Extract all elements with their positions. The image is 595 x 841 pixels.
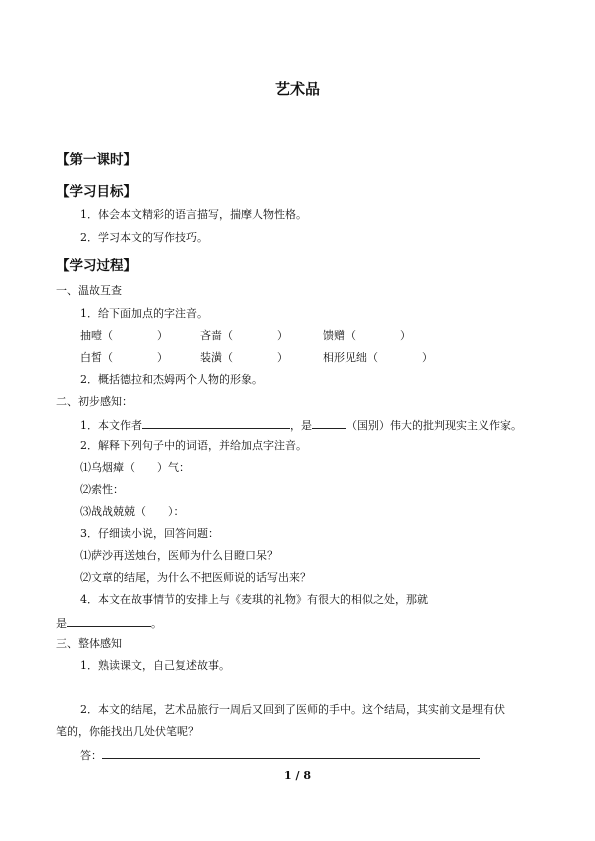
section2-q3-item2: ⑵文章的结尾，为什么不把医师说的话写出来？ — [80, 571, 311, 584]
goal-item-1: 1．体会本文精彩的语言描写，揣摩人物性格。 — [80, 208, 307, 221]
section3-q2: 2．本文的结尾，艺术品旅行一周后又回到了医师的手中。这个结局，其实前文是埋有伏 — [80, 703, 505, 716]
section2-q3: 3．仔细读小说，回答问题： — [80, 527, 219, 540]
q4-text-b: 是 — [56, 617, 67, 630]
answer-line — [80, 747, 480, 763]
section2-q4-cont — [56, 615, 162, 631]
word-row-1 — [80, 329, 460, 343]
document-title: 艺术品 — [274, 80, 320, 98]
section2-q2-item2: ⑵索性： — [80, 483, 124, 496]
section1-title: 一、温故互查 — [56, 284, 122, 297]
q1-text-b: ，是 — [290, 419, 312, 432]
section2-q4: 4．本文在故事情节的安排上与《麦琪的礼物》有很大的相似之处，那就 — [80, 593, 428, 606]
answer-blank[interactable] — [102, 747, 480, 759]
q4-answer-blank[interactable] — [67, 615, 151, 627]
word-item: 抽噎（ ） — [80, 329, 168, 342]
section1-q2: 2．概括德拉和杰姆两个人物的形象。 — [80, 373, 263, 386]
word-item: 白皙（ ） — [80, 351, 168, 364]
goal-item-2: 2．学习本文的写作技巧。 — [80, 231, 208, 244]
section2-q2: 2．解释下列句子中的词语，并给加点字注音。 — [80, 439, 307, 452]
q1-text-a: 1．本文作者 — [80, 419, 142, 432]
word-item: 吝啬（ ） — [200, 329, 288, 342]
section3-q1: 1．熟读课文，自己复述故事。 — [80, 659, 230, 672]
heading-process: 【学习过程】 — [56, 258, 137, 274]
section1-q1: 1．给下面加点的字注音。 — [80, 307, 208, 320]
word-item: 装潢（ ） — [200, 351, 288, 364]
country-answer-blank[interactable] — [312, 417, 346, 429]
q4-text-c: 。 — [151, 617, 162, 630]
answer-label: 答： — [80, 749, 102, 762]
section2-title: 二、初步感知： — [56, 395, 133, 408]
heading-lesson: 【第一课时】 — [56, 152, 137, 168]
q1-text-c: （国别）伟大的批判现实主义作家。 — [346, 419, 522, 432]
author-answer-blank[interactable] — [142, 417, 290, 429]
word-item: 馈赠（ ） — [323, 329, 411, 342]
heading-goals: 【学习目标】 — [56, 184, 137, 200]
section2-q2-item3: ⑶战战兢兢（ ）： — [80, 505, 185, 518]
page-number: 1 / 8 — [284, 769, 311, 782]
section3-title: 三、整体感知 — [56, 637, 122, 650]
section2-q1 — [80, 417, 522, 433]
section3-q2-cont: 笔的，你能找出几处伏笔呢？ — [56, 725, 199, 738]
word-item: 相形见绌（ ） — [323, 351, 433, 364]
section2-q2-item1: ⑴乌烟瘴（ ）气： — [80, 461, 190, 474]
section2-q3-item1: ⑴萨沙再送烛台，医师为什么目瞪口呆？ — [80, 549, 278, 562]
word-row-2 — [80, 351, 480, 365]
